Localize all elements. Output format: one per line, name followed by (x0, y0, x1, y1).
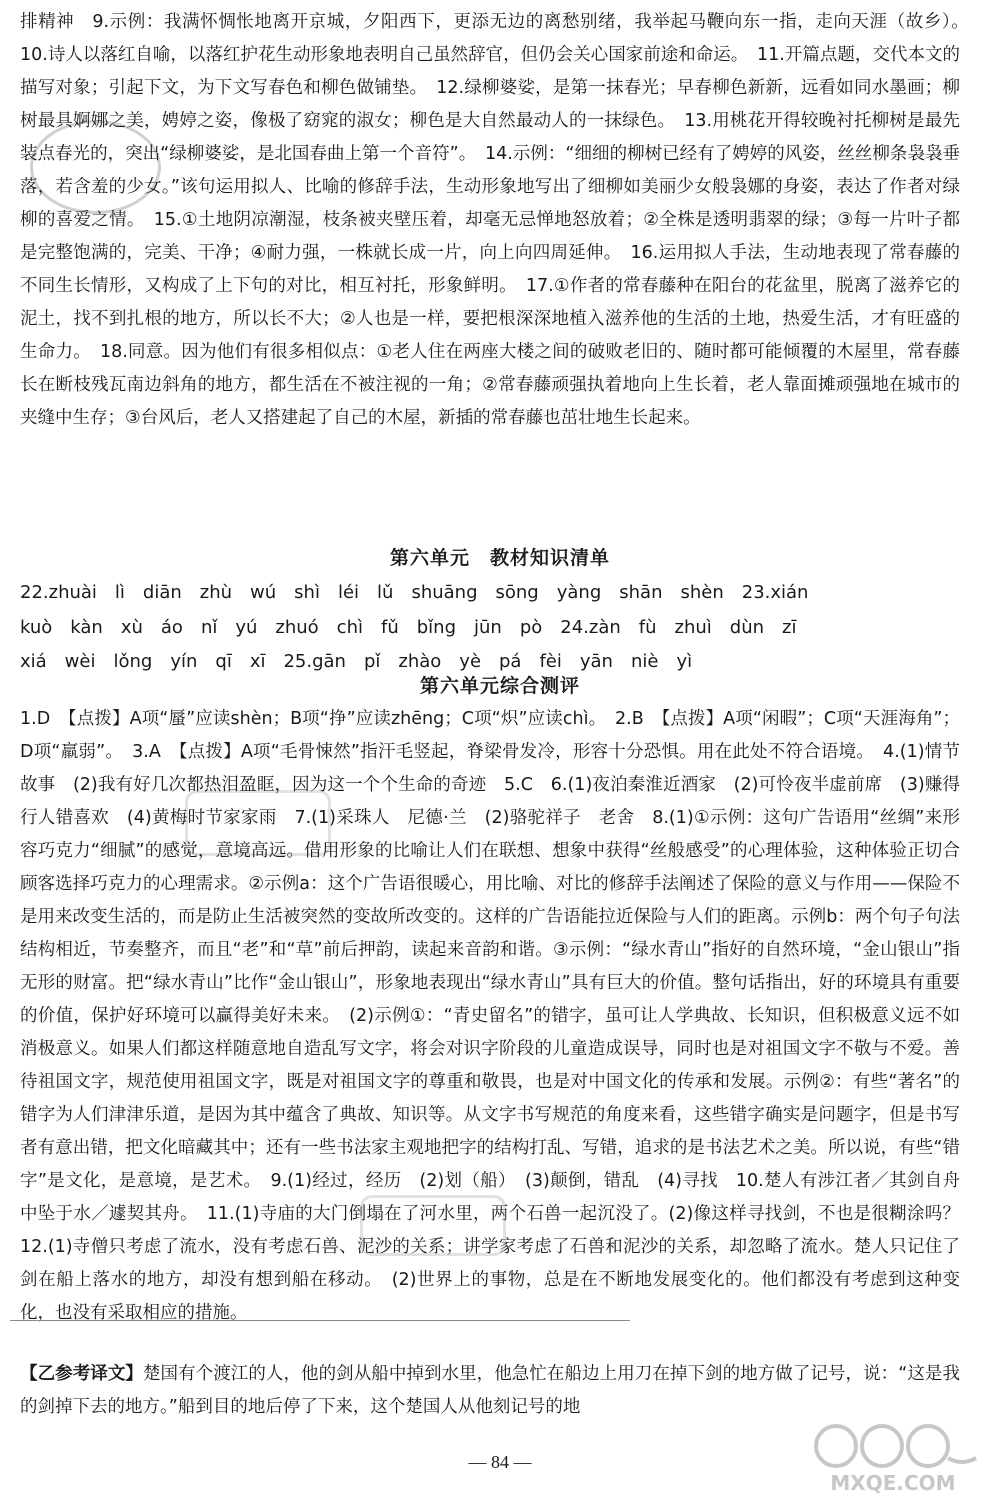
divider-line (10, 1320, 630, 1321)
pinyin-line: 22.zhuài lì diān zhù wú shì léi lǔ shuāng sōng yàng shān shèn 23.xián (20, 582, 809, 603)
answer-paragraph-test: 1.D 【点拨】A项“蜃”应读shèn；B项“挣”应读zhēng；C项“炽”应读chì。 2.B 【点拨】A项“闲暇”；C项“天涯海角”；D项“羸弱”。 3.A 【点拨】A项“毛骨悚然”指汗毛竖起，脊梁骨发冷，形容十分恐惧。用在此处不符合语境。 4.(1)情节 故事 (2)我有好几次都热泪盈眶，因为这一个个生命的奇迹 5.C 6.(1)夜泊秦淮近酒家 (2)可怜夜半虚前席 (3)赚得行人错喜欢 (4)黄梅时节家家雨 7.(1)采珠人 尼德·兰 (2)骆驼祥子 老舍 8.(1)①示例：这句广告语用“丝绸”来形容巧克力“细腻”的感觉，意境高远。借用形象的比喻让人们在联想、想象中获得“丝般感受”的心理体验，这种体验正切合顾客选择巧克力的心理需求。②示例a：这个广告语很暖心，用比喻、对比的修辞手法阐述了保险的意义与作用——保险不是用来改变生活的，而是防止生活被突然的变故所改变的。这样的广告语能拉近保险与人们的距离。示例b：两个句子句法结构相近，节奏整齐，而且“老”和“草”前后押韵，读起来音韵和谐。③示例：“绿水青山”指好的自然环境，“金山银山”指无形的财富。把“绿水青山”比作“金山银山”，形象地表现出“绿水青山”具有巨大的价值。整句话指出，好的环境具有重要的价值，保护好环境可以赢得美好未来。 (2)示例①：“青史留名”的错字，虽可让人学典故、长知识，但积极意义远不如消极意义。如果人们都这样随意地自造乱写文字，将会对识字阶段的儿童造成误导，同时也是对祖国文字不敬与不爱。善待祖国文字，规范使用祖国文字，既是对祖国文字的尊重和敬畏，也是对中国文化的传承和发展。示例②：有些“著名”的错字为人们津津乐道，是因为其中蕴含了典故、知识等。从文字书写规范的角度来看，这些错字确实是问题字，但是书写者有意出错，把文化暗藏其中；还有一些书法家主观地把字的结构打乱、写错，追求的是书法艺术之美。所以说，有些“错字”是文化，是意境，是艺术。 9.(1)经过，经历 (2)划（船） (3)颠倒，错乱 (4)寻找 10.楚人有涉江者／其剑自舟中坠于水／遽契其舟。 11.(1)寺庙的大门倒塌在了河水里，两个石兽一起沉没了。(2)像这样寻找剑，不也是很糊涂吗？ 12.(1)寺僧只考虑了流水，没有考虑石兽、泥沙的关系；讲学家考虑了石兽和泥沙的关系，却忽略了流水。楚人只记住了剑在船上落水的地方，却没有想到船在移动。 (2)世界上的事物，总是在不断地发展变化的。他们都没有考虑到这种变化，也没有采取相应的措施。 (20, 709, 978, 1323)
site-logo-watermark (798, 1418, 988, 1496)
translation-text: 楚国有个渡江的人，他的剑从船中掉到水里，他急忙在船边上用刀在掉下剑的地方做了记号，说：“这是我的剑掉下去的地方。”船到目的地后停了下来，这个楚国人从他刻记号的地 (20, 1364, 960, 1417)
pinyin-block (20, 576, 960, 680)
translation-paragraph (20, 1358, 960, 1424)
answer-paragraph-top: 排精神 9.示例：我满怀惆怅地离开京城，夕阳西下，更添无边的离愁别绪，我举起马鞭向东一指，走向天涯（故乡）。 10.诗人以落红自喻，以落红护花生动形象地表明自己虽然辞官，但仍会关心国家前途和命运。 11.开篇点题，交代本文的描写对象；引起下文，为下文写春色和柳色做铺垫。 12.绿柳婆娑，是第一抹春光；早春柳色新新，远看如同水墨画；柳树最具婀娜之美，娉婷之姿，像极了窈窕的淑女；柳色是大自然最动人的一抹绿色。 13.用桃花开得较晚衬托柳树是最先装点春光的，突出“绿柳婆娑，是北国春曲上第一个音符”。 14.示例：“细细的柳树已经有了娉婷的风姿，丝丝柳条袅袅垂落，若含羞的少女。”该句运用拟人、比喻的修辞手法，生动形象地写出了细柳如美丽少女般袅娜的身姿，表达了作者对绿柳的喜爱之情。 15.①土地阴凉潮湿，枝条被夹壁压着，却毫无忌惮地怒放着；②全株是透明翡翠的绿；③每一片叶子都是完整饱满的，完美、干净；④耐力强，一株就长成一片，向上向四周延伸。 16.运用拟人手法，生动地表现了常春藤的不同生长情形，又构成了上下句的对比，相互衬托，形象鲜明。 17.①作者的常春藤种在阳台的花盆里，脱离了滋养它的泥土，找不到扎根的地方，所以长不大；②人也是一样，要把根深深地植入滋养他的生活的土地，热爱生活，才有旺盛的生命力。 18.同意。因为他们有很多相似点：①老人住在两座大楼之间的破败老旧的、随时都可能倾覆的木屋里，常春藤长在断枝残瓦南边斜角的地方，都生活在不被注视的一角；②常春藤顽强执着地向上生长着，老人靠面摊顽强地在城市的夹缝中生存；③台风后，老人又搭建起了自己的木屋，新插的常春藤也茁壮地生长起来。 (20, 12, 978, 428)
section-heading-unit6-list: 第六单元 教材知识清单 (389, 547, 610, 569)
logo-graphic (798, 1418, 988, 1496)
pinyin-line: xiá wèi lǒng yín qī xī 25.gān pǐ zhào yè pá fèi yān niè yì (20, 651, 693, 672)
pinyin-line: kuò kàn xù áo nǐ yú zhuó chì fǔ bǐng jūn pò 24.zàn fù zhuì dùn zī (20, 616, 797, 638)
section-heading-unit6-test: 第六单元综合测评 (419, 675, 580, 697)
page-number: — 84 — (468, 1452, 532, 1472)
svg-text:MXQE.COM: MXQE.COM (830, 1471, 956, 1495)
translation-label: 【乙参考译文】 (20, 1364, 143, 1384)
watermark-box-bottom (360, 1195, 506, 1256)
